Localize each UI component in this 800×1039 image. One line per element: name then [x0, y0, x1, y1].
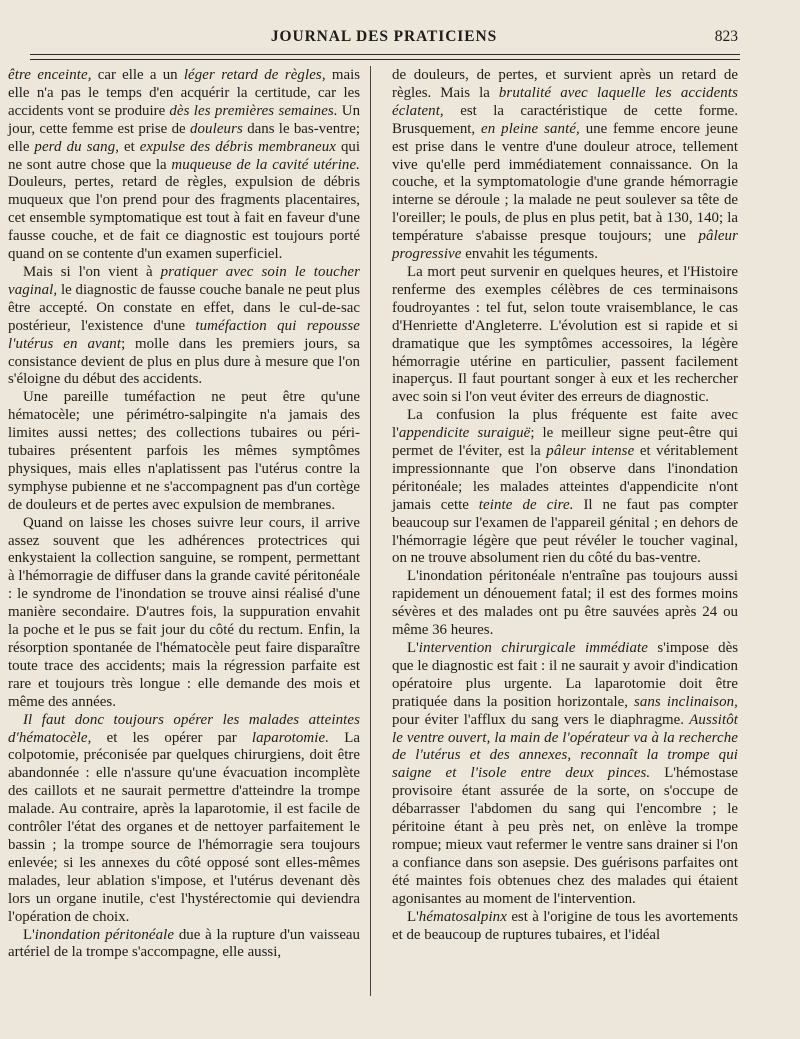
header-rule-thin	[30, 59, 740, 60]
paragraph	[392, 909, 738, 945]
italic-run: laparotomie.	[251, 729, 330, 746]
text-run: est à l'origine de tous les avortements et de beaucoup de ruptures tubaires, et l'idéal	[392, 908, 738, 943]
italic-run: perd du sang,	[34, 138, 120, 155]
text-run: et les opérer par	[91, 729, 252, 746]
italic-run: douleurs	[189, 120, 243, 137]
italic-run: appendicite suraiguë	[398, 425, 531, 442]
paragraph	[8, 264, 360, 389]
text-run: car elle a un	[91, 67, 184, 83]
column-divider	[370, 66, 371, 996]
text-run: de douleurs, de pertes, et survient après un retard de règles. Mais la	[392, 67, 738, 101]
text-run: le diagnostic de fausse couche banale ne peut plus être accepté. On constate en effet, dans le cul-de-sac postérieur, l'existence d'une	[8, 281, 360, 334]
italic-run: pâleur progressive	[392, 228, 738, 263]
text-run: La colpotomie, préconisée par quelques chirurgiens, doit être abandonnée : elle n'assure qu'une évacuation incomplète des caillots et ne saurait permettre d'atteindre la trompe malade. Au contraire, après la laparotomie, il est facile de contrôler l'état des organes et de nettoyer parfaitement le bassin ; la trompe source de l'hémorragie sera toujours enlevée; si les annexes du côté opposé sont elles-mêmes malades, leur ablation s'impose, et l'utérus devenant dès lors un organe inutile, c'est l'hystérectomie qui deviendra l'opération de choix.	[8, 729, 360, 925]
paragraph	[392, 407, 738, 568]
text-run: ; le meilleur signe peut-être qui permet de l'éviter, est la	[392, 425, 739, 460]
italic-run: pratiquer avec soin le toucher vaginal,	[8, 263, 360, 298]
italic-run: Aussitôt le ventre ouvert, la main de l'opérateur va à la recherche de l'utérus et des annexes, reconnaît la trompe qui saigne et l'isole entre deux pinces.	[392, 711, 738, 782]
italic-run: intervention chirurgicale immédiate	[418, 640, 648, 656]
left-column	[8, 67, 360, 962]
paragraph	[392, 568, 738, 640]
text-run: est la caractéristique de cette forme. Brusquement,	[392, 102, 738, 137]
text-run: mais elle n'a pas le temps d'en acquérir la certitude, car les accidents vont se produire	[8, 67, 360, 119]
paragraph	[8, 927, 360, 963]
text-run: L'hémostase provisoire étant assurée de la sorte, on s'occupe de débarrasser l'abdomen du sang qui l'encombre ; le péritoine étant à peu près net, on enlève la trompe rompue; mieux vaut refermer le ventre sans drainer si l'on a confiance dans son asepsie. Des guérisons parfaites ont été maintes fois obtenues chez des malades qui étaient agonisantes au moment de l'intervention.	[392, 765, 739, 907]
text-run: ; molle dans les premiers jours, sa consistance devient de plus en plus dure à mesure que l'on s'éloigne du début des accidents.	[8, 335, 360, 388]
italic-run: brutalité avec laquelle les accidents éclatent,	[392, 84, 738, 119]
paragraph	[8, 389, 360, 514]
page-header	[30, 28, 738, 50]
journal-title: JOURNAL DES PRATICIENS	[270, 28, 498, 45]
text-run: une femme encore jeune est prise dans le ventre d'une douleur atroce, tellement vive qu'elle perd immédiatement connaissance. On la couche, et la symptomatologie d'une grande hémorragie interne se déroule ; la malade ne peut soulever sa tête de l'oreiller; le pouls, de plus en plus petit, bat à 130, 140; la température s'abaisse presque toujours; une	[392, 120, 739, 245]
text-run: La mort peut survenir en quelques heures, et l'Histoire renferme des exemples célèbres de ces terminaisons foudroyantes : tel fut, selon toute vraisemblance, le cas d'Henriette d'Angleterre. L'évolution est si rapide et si dramatique que les symptômes accessoires, la légère hémorragie utérine en particulier, passent facilement inaperçus. Il faut pourtant songer à eux et les rechercher avec soin si l'on veut éviter des erreurs de diagnostic.	[392, 263, 738, 406]
text-run: Une pareille tuméfaction ne peut être qu'une hématocèle; une périmétro-salpingite n'a jamais des limites aussi nettes; des collections tubaires ou péri-tubaires présentent parfois les mêmes symptômes physiques, mais elles n'aplatissent pas l'utérus contre la symphyse pubienne et ne s'accompagnent pas d'un cortège de douleurs et de pertes avec expulsion de membranes.	[8, 389, 360, 513]
italic-run: être enceinte,	[8, 67, 92, 83]
italic-run: expulse des débris membraneux	[139, 138, 337, 155]
paragraph	[8, 67, 360, 264]
italic-run: inondation péritonéale	[34, 926, 175, 943]
text-run: s'impose dès que le diagnostic est fait : il ne saurait y avoir d'indication opératoire plus urgente. La laparotomie doit être pratiquée dans la position horizontale,	[392, 640, 738, 710]
text-run: envahit les téguments.	[461, 246, 598, 263]
italic-run: en pleine santé,	[480, 120, 580, 137]
text-run: qui ne sont autre chose que la	[8, 138, 360, 173]
text-run: dans le bas-ventre; elle	[8, 120, 361, 155]
text-run: Mais si l'on vient à	[23, 263, 161, 280]
text-run: L'	[407, 908, 419, 925]
text-run: La confusion la plus fréquente est faite avec l'	[392, 407, 738, 442]
text-run: et	[119, 138, 140, 155]
italic-run: léger retard de règles,	[183, 67, 326, 83]
text-run: pour éviter l'afflux du sang vers le diaphragme.	[392, 711, 690, 728]
italic-run: teinte de cire.	[478, 496, 574, 513]
italic-run: dès les premières semaines.	[169, 102, 338, 119]
paragraph	[392, 67, 738, 264]
paragraph	[8, 515, 360, 712]
italic-run: pâleur intense	[546, 443, 635, 460]
text-run: L'inondation péritonéale n'entraîne pas toujours aussi rapidement un dénouement fatal; il est des formes moins sévères et des malades ont pu être sauvées après 24 ou même 36 heures.	[392, 568, 738, 639]
text-run: Il ne faut pas compter beaucoup sur l'examen de l'appareil génital ; en dehors de l'hémorragie légère que peut révéler le toucher vaginal, on ne trouve absolument rien du côté du bas-ventre.	[392, 496, 738, 567]
paragraph	[392, 264, 738, 407]
text-run: Un jour, cette femme est prise de	[8, 102, 361, 137]
text-run: Douleurs, pertes, retard de règles, expulsion de débris muqueux que l'on prend pour des fragments placentaires, cet ensemble symptomatique est tout à fait en faveur d'une fausse couche, et de fait ce diagnostic est toujours porté quand on se contente d'un examen superficiel.	[8, 174, 360, 263]
italic-run: tuméfaction qui repousse l'utérus en avant	[8, 317, 361, 352]
italic-run: hématosalpinx	[418, 908, 507, 925]
italic-run: Il faut donc toujours opérer les malades atteintes d'hématocèle,	[8, 711, 360, 746]
text-run: L'	[23, 926, 35, 943]
text-run: et véritablement impressionnante que l'on observe dans l'inondation péritonéale; les malades atteintes d'appendicite n'ont jamais cette	[392, 443, 739, 513]
paragraph	[392, 640, 738, 909]
text-run: due à la rupture d'un vaisseau artériel de la trompe s'accompagne, elle aussi,	[8, 926, 360, 961]
header-rule-thick	[30, 54, 740, 55]
italic-run: sans inclinaison,	[633, 693, 738, 710]
italic-run: muqueuse de la cavité utérine.	[171, 156, 361, 173]
right-column	[392, 67, 738, 944]
paragraph	[8, 712, 360, 927]
text-run: L'	[407, 640, 419, 656]
page-number: 823	[714, 28, 738, 45]
text-run: Quand on laisse les choses suivre leur cours, il arrive assez souvent que les adhérences protectrices qui enkystaient la collection sanguine, se rompent, permettant à l'hémorragie de diffuser dans la grande cavité péritonéale : le syndrome de l'inondation se trouve ainsi réalisé d'une manière secondaire. D'autres fois, la suppuration envahit la poche et le pus se fait jour du côté du rectum. Enfin, la résorption spontanée de l'hématocèle peut faire disparaître toute trace des accidents; mais la régression parfaite est rare et toujours très longue : elle demande des mois et même des années.	[8, 514, 360, 710]
